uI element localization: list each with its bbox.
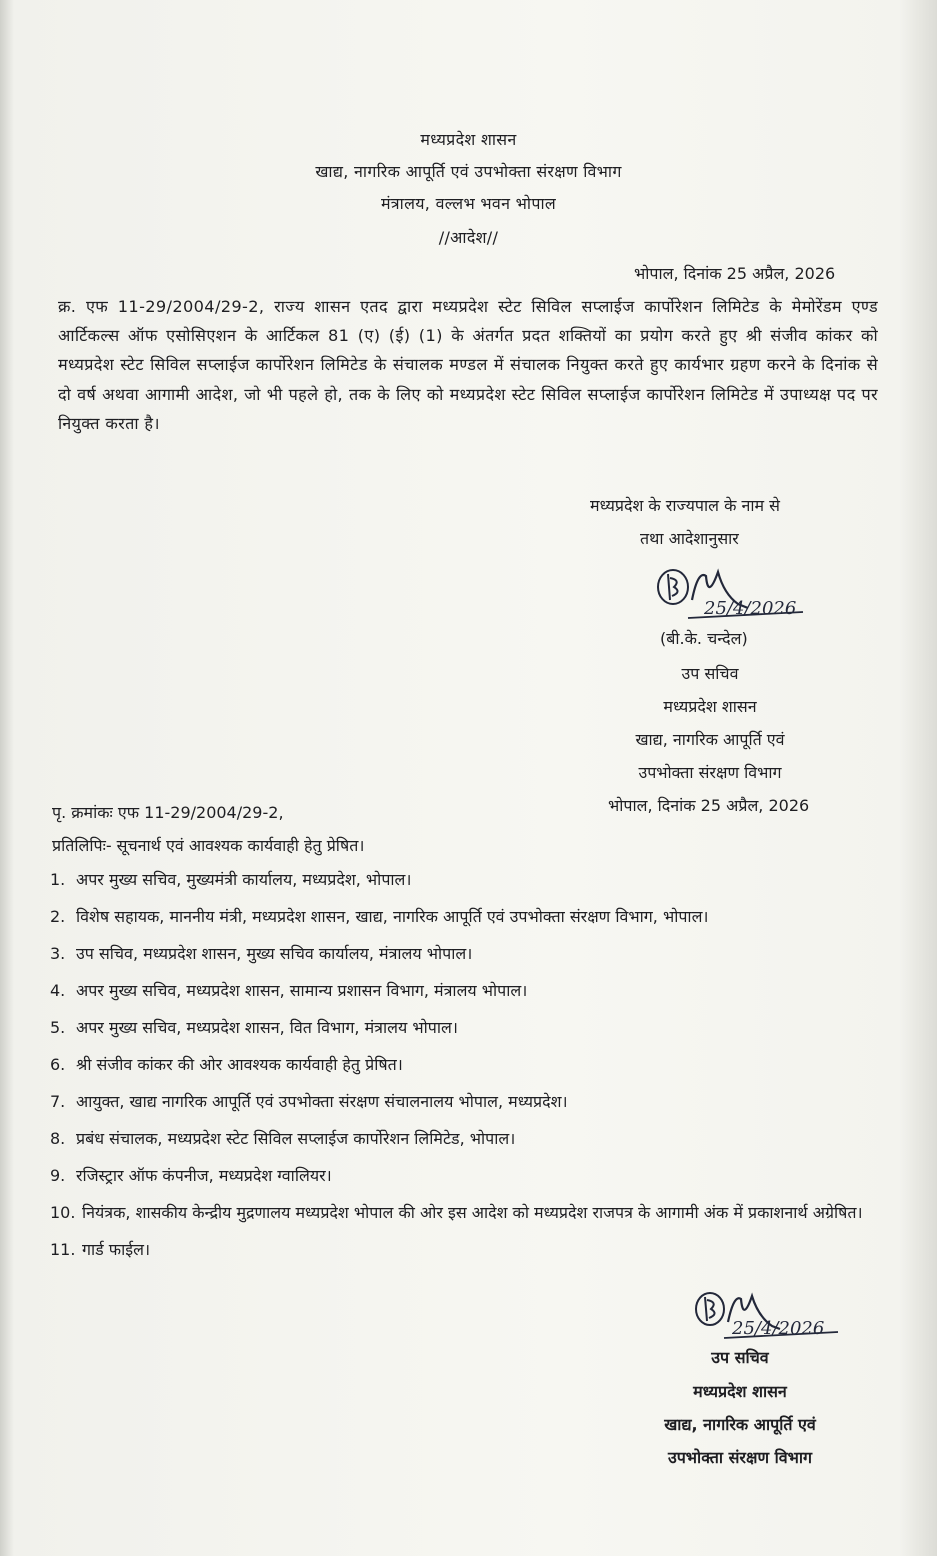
copy-recipient-text: प्रबंध संचालक, मध्यप्रदेश स्टेट सिविल सप्लाईज कार्पोरेशन लिमिटेड, भोपाल। [76, 1129, 516, 1148]
copy-recipient-text: उप सचिव, मध्यप्रदेश शासन, मुख्य सचिव कार्यालय, मंत्रालय भोपाल। [76, 944, 473, 963]
copy-recipient-text: आयुक्त, खाद्य नागरिक आपूर्ति एवं उपभोक्ता संरक्षण संचालनालय भोपाल, मध्यप्रदेश। [76, 1092, 568, 1111]
signatory-org-3: उपभोक्ता संरक्षण विभाग [638, 763, 782, 782]
copy-recipient-text: विशेष सहायक, माननीय मंत्री, मध्यप्रदेश शासन, खाद्य, नागरिक आपूर्ति एवं उपभोक्ता संरक्षण विभाग, भोपाल। [76, 907, 709, 926]
copy-recipient-number: 11. [50, 1240, 76, 1259]
copy-recipient-number: 2. [50, 907, 66, 926]
copy-recipient-text: श्री संजीव कांकर की ओर आवश्यक कार्यवाही हेतु प्रेषित। [76, 1055, 403, 1074]
copy-recipient-number: 7. [50, 1092, 66, 1111]
copy-recipient-text: रजिस्ट्रार ऑफ कंपनीज, मध्यप्रदेश ग्वालियर। [76, 1166, 332, 1185]
copy-intro: प्रतिलिपिः- सूचनार्थ एवं आवश्यक कार्यवाही हेतु प्रेषित। [52, 836, 365, 855]
signatory-org-1: मध्यप्रदेश शासन [663, 697, 757, 716]
copy-recipient-text: नियंत्रक, शासकीय केन्द्रीय मुद्रणालय मध्यप्रदेश भोपाल की ओर इस आदेश को मध्यप्रदेश राजपत्र के आगामी अंक में प्रकाशनार्थ अग्रेषित। [82, 1203, 863, 1222]
copy-recipient-number: 4. [50, 981, 66, 1000]
copy-recipient-number: 5. [50, 1018, 66, 1037]
copy-recipient-item [50, 1125, 880, 1153]
copy-recipient-number: 10. [50, 1203, 76, 1222]
signature-1 [648, 560, 823, 635]
copy-recipient-number: 1. [50, 870, 66, 889]
copy-recipient-item [50, 1162, 880, 1190]
header-ministry: मंत्रालय, वल्लभ भवन भोपाल [380, 194, 557, 213]
signatory-2-org-2: खाद्य, नागरिक आपूर्ति एवं [664, 1415, 816, 1434]
authority-line-1: मध्यप्रदेश के राज्यपाल के नाम से [590, 496, 780, 515]
copy-recipient-item [50, 903, 880, 931]
signatory-2-org-3: उपभोक्ता संरक्षण विभाग [667, 1448, 813, 1467]
copy-recipient-number: 9. [50, 1166, 66, 1185]
copy-recipient-list [50, 866, 880, 1273]
copy-recipient-text: अपर मुख्य सचिव, मध्यप्रदेश शासन, सामान्य प्रशासन विभाग, मंत्रालय भोपाल। [76, 981, 528, 1000]
header-department: खाद्य, नागरिक आपूर्ति एवं उपभोक्ता संरक्षण विभाग [315, 162, 622, 181]
copy-recipient-number: 6. [50, 1055, 66, 1074]
signatory-name: (बी.के. चन्देल) [660, 629, 748, 648]
signatory-2-designation: उप सचिव [711, 1348, 769, 1367]
order-date: भोपाल, दिनांक 25 अप्रैल, 2026 [634, 264, 836, 283]
copy-recipient-number: 3. [50, 944, 66, 963]
signatory-2-org-1: मध्यप्रदेश शासन [693, 1382, 787, 1401]
copy-recipient-item [50, 977, 880, 1005]
copy-recipient-number: 8. [50, 1129, 66, 1148]
copy-recipient-item [50, 1014, 880, 1042]
copy-recipient-item [50, 940, 880, 968]
signatory-designation: उप सचिव [681, 664, 739, 683]
copy-recipient-text: गार्ड फाईल। [82, 1240, 151, 1259]
signature-2-date: 25/4/2026 [732, 1318, 825, 1339]
header-government: मध्यप्रदेश शासन [420, 130, 517, 149]
order-paragraph: क्र. एफ 11-29/2004/29-2, राज्य शासन एतद द्वारा मध्यप्रदेश स्टेट सिविल सप्लाईज कार्पोरेशन लिमिटेड के मेमोरेंडम एण्ड आर्टिकल्स ऑफ एसोसिएशन के आर्टिकल 81 (ए) (ई) (1) के अंतर्गत प्रदत शक्तियों का प्रयोग करते हुए श्री संजीव कांकर को मध्यप्रदेश स्टेट सिविल सप्लाईज कार्पोरेशन लिमिटेड के संचालक मण्डल में संचालक नियुक्त करते हुए कार्यभार ग्रहण करने के दिनांक से दो वर्ष अथवा आगामी आदेश, जो भी पहले हो, तक के लिए को मध्यप्रदेश स्टेट सिविल सप्लाईज कार्पोरेशन लिमिटेड में उपाध्यक्ष पद पर नियुक्त करता है। [58, 297, 878, 433]
header-order-title: //आदेश// [438, 228, 499, 247]
signatory-date-line: भोपाल, दिनांक 25 अप्रैल, 2026 [608, 796, 810, 815]
copy-recipient-text: अपर मुख्य सचिव, मध्यप्रदेश शासन, वित विभाग, मंत्रालय भोपाल। [76, 1018, 458, 1037]
copy-recipient-item [50, 1236, 880, 1264]
endorsement-ref: पृ. क्रमांकः एफ 11-29/2004/29-2, [52, 803, 284, 822]
signature-1-date: 25/4/2026 [704, 598, 797, 619]
signature-2 [688, 1284, 848, 1354]
copy-recipient-item [50, 1051, 880, 1079]
signatory-org-2: खाद्य, नागरिक आपूर्ति एवं [635, 730, 785, 749]
authority-line-2: तथा आदेशानुसार [640, 529, 739, 548]
copy-recipient-item [50, 1199, 880, 1227]
copy-recipient-item [50, 1088, 880, 1116]
copy-recipient-text: अपर मुख्य सचिव, मुख्यमंत्री कार्यालय, मध्यप्रदेश, भोपाल। [76, 870, 412, 889]
copy-recipient-item [50, 866, 880, 894]
